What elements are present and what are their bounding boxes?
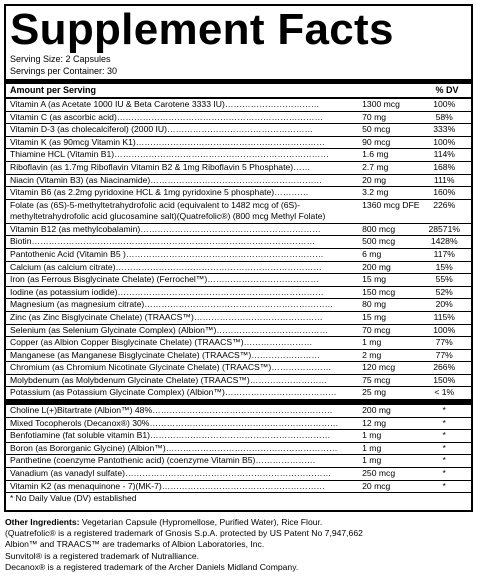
nutrient-dv: 1428% xyxy=(430,236,458,247)
nutrient-dv: 168% xyxy=(433,161,456,172)
nutrient-row xyxy=(6,162,471,175)
nutrient-amount: 20 mg xyxy=(362,174,387,185)
nutrient-row xyxy=(6,468,471,481)
nutrient-row xyxy=(6,405,471,418)
nutrient-row xyxy=(6,337,471,350)
nutrient-row xyxy=(6,387,471,400)
nutrient-name: Panthetine (coenzyme Pantothenic acid) (coenzyme Vitamin B5)………………… xyxy=(10,455,316,466)
other-ingredients xyxy=(5,517,475,528)
nutrient-amount: 800 mcg xyxy=(362,223,396,234)
serving-size: Serving Size: 2 Capsules xyxy=(10,54,111,64)
trademark-line: Sunvitol® is a registered trademark of Nutralliance. xyxy=(5,550,200,561)
nutrient-amount: 200 mg xyxy=(362,261,391,272)
nutrient-dv: 266% xyxy=(433,362,456,373)
nutrient-amount: 1 mg xyxy=(362,430,382,441)
label-footer xyxy=(5,517,475,573)
nutrient-dv: 55% xyxy=(435,274,453,285)
nutrient-amount: 1.6 mg xyxy=(362,149,389,160)
nutrient-row xyxy=(6,124,471,137)
nutrient-row xyxy=(6,455,471,468)
nutrient-dv: * xyxy=(442,480,446,491)
nutrient-name: Choline L(+)Bitartrate (Albion™) 48%……………………………………………………… xyxy=(10,405,333,416)
nutrient-name: Benfotiamine (fat soluble vitamin B1)……………………………………………………… xyxy=(10,430,331,441)
nutrient-amount: 75 mcg xyxy=(362,374,391,385)
nutrient-row xyxy=(6,418,471,431)
nutrient-amount: 1360 mcg DFE xyxy=(362,199,420,210)
nutrient-group-1 xyxy=(6,99,471,400)
nutrient-name: Pantothenic Acid (Vitamin B5 )…………………………………………………………… xyxy=(10,248,324,259)
dv-footnote: * No Daily Value (DV) established xyxy=(10,493,137,504)
nutrient-name: Folate (as (6S)-5-methyltetrahydrofolic acid (equivalent to 1482 mcg of (6S)-methyltetrahydrofolic acid glucosamine salt)(Quatrefolic®) (800 mcg Methyl Folate) xyxy=(10,199,326,221)
nutrient-amount: 15 mg xyxy=(362,311,387,322)
nutrient-name: Potassium (as Potassium Glycinate Complex) (Albion™)………………………………… xyxy=(10,387,337,398)
nutrient-dv: * xyxy=(442,455,446,466)
nutrient-dv: 58% xyxy=(435,111,453,122)
nutrient-dv: 77% xyxy=(435,349,453,360)
nutrient-row xyxy=(6,362,471,375)
nutrient-group-2 xyxy=(6,405,471,493)
other-ingredients-label: Other Ingredients: xyxy=(5,517,80,527)
nutrient-name: Mixed Tocopherols (Decanox®) 30%………………………………………………………… xyxy=(10,417,339,428)
nutrient-row xyxy=(6,249,471,262)
nutrient-amount: 50 mcg xyxy=(362,124,391,135)
nutrient-row xyxy=(6,112,471,125)
nutrient-name: Vitamin D-3 (as cholecalciferol) (2000 IU)…………………………………………… xyxy=(10,124,314,135)
nutrient-name: Molybdenum (as Molybdenum Glycinate Chelate) (TRAACS™)……………………… xyxy=(10,374,328,385)
nutrient-name: Riboflavin (as 1.7mg Riboflavin Vitamin B2 & 1mg Riboflavin 5 Phosphate)…… xyxy=(10,161,311,172)
nutrient-dv: 117% xyxy=(433,248,455,259)
nutrient-name: Copper (as Albion Copper Bisglycinate Chelate) (TRAACS™)…………………… xyxy=(10,337,313,348)
nutrient-row xyxy=(6,430,471,443)
nutrient-name: Vitamin K (as 90mcg Vitamin K1)………………………………………………………… xyxy=(10,136,325,147)
nutrient-amount: 150 mcg xyxy=(362,286,396,297)
nutrient-dv: 114% xyxy=(433,149,455,160)
nutrient-dv: * xyxy=(442,430,446,441)
nutrient-row xyxy=(6,325,471,338)
nutrient-amount: 120 mcg xyxy=(362,362,396,373)
nutrient-name: Magnesium (as magnesium citrate)………………………………………………………… xyxy=(10,299,334,310)
nutrient-amount: 20 mcg xyxy=(362,480,391,491)
nutrient-amount: 1 mg xyxy=(362,455,382,466)
trademark-line: Decanox® is a registered trademark of the Archer Daniels Midland Company. xyxy=(5,561,299,572)
nutrient-row xyxy=(6,149,471,162)
nutrient-dv: 111% xyxy=(433,174,455,185)
nutrient-row xyxy=(6,187,471,200)
nutrient-name: Manganese (as Manganese Bisglycinate Chelate) (TRAACS™)…………………… xyxy=(10,349,320,360)
nutrient-amount: 1300 mcg xyxy=(362,99,400,109)
nutrient-dv: 77% xyxy=(435,337,453,348)
nutrient-amount: 80 mg xyxy=(362,299,387,310)
amount-header: Amount per Serving xyxy=(10,85,97,95)
nutrient-row xyxy=(6,443,471,456)
nutrient-name: Selenium (as Selenium Glycinate Complex) (Albion™)………………………………… xyxy=(10,324,329,335)
nutrient-dv: 100% xyxy=(433,99,456,109)
nutrient-name: Vitamin K2 (as menaquinone - 7)(MK-7)………………………………………………… xyxy=(10,480,326,491)
nutrient-row xyxy=(6,299,471,312)
nutrient-amount: 25 mg xyxy=(362,387,387,398)
nutrient-dv: 115% xyxy=(433,311,455,322)
nutrient-row xyxy=(6,137,471,150)
nutrient-dv: < 1% xyxy=(434,387,455,398)
nutrient-amount: 90 mcg xyxy=(362,136,391,147)
nutrient-dv: 15% xyxy=(435,261,453,272)
nutrient-dv: * xyxy=(442,405,446,416)
nutrient-name: Zinc (as Zinc Bisglycinate Chelate) (TRAACS™)……………………………………… xyxy=(10,311,323,322)
nutrient-name: Thiamine HCL (Vitamin B1)………………………………………………………………… xyxy=(10,149,329,160)
other-ingredients-text: Vegetarian Capsule (Hypromellose, Purified Water), Rice Flour. xyxy=(79,517,323,527)
nutrient-name: Vitamin A (as Acetate 1000 IU & Beta Carotene 3333 IU)…………………………… xyxy=(10,99,320,109)
nutrient-amount: 12 mg xyxy=(362,417,387,428)
trademark-line: (Quatrefolic® is a registered trademark of Gnosis S.p.A. protected by US Patent No 7,947,662 xyxy=(5,528,363,539)
nutrient-row xyxy=(6,481,471,494)
nutrient-row xyxy=(6,375,471,388)
nutrient-dv: 333% xyxy=(433,124,456,135)
nutrient-name: Niacin (Vitamin B3) (as Niacinamide)…………………………………………………… xyxy=(10,174,323,185)
nutrient-name: Chromium (as Chromium Nicotinate Glycinate Chelate) (TRAACS™)………………… xyxy=(10,362,332,373)
nutrient-amount: 70 mcg xyxy=(362,324,391,335)
nutrient-amount: 1 mg xyxy=(362,337,382,348)
nutrient-dv: 52% xyxy=(435,286,453,297)
nutrient-row xyxy=(6,200,471,224)
nutrient-dv: 100% xyxy=(433,324,456,335)
nutrient-name: Vitamin B12 (as methylcobalamin)……………………………………………………… xyxy=(10,223,321,234)
nutrient-dv: 28571% xyxy=(428,223,460,234)
nutrient-name: Vitamin C (as ascorbic acid)……………………………………………………………… xyxy=(10,111,324,122)
nutrient-amount: 15 mg xyxy=(362,274,387,285)
nutrient-dv: 150% xyxy=(433,374,456,385)
nutrient-row xyxy=(6,274,471,287)
nutrient-dv: * xyxy=(442,417,446,428)
nutrient-row xyxy=(6,236,471,249)
column-header xyxy=(6,84,471,97)
supplement-facts-panel xyxy=(4,4,473,512)
nutrient-amount: 200 mg xyxy=(362,405,391,416)
panel-title: Supplement Facts xyxy=(10,5,394,54)
nutrient-dv: 20% xyxy=(435,299,453,310)
nutrient-amount: 3.2 mg xyxy=(362,187,389,198)
nutrient-amount: 250 mcg xyxy=(362,468,396,479)
nutrient-name: Vanadium (as vanadyl sulfate)……………………………………………………………… xyxy=(10,468,332,479)
nutrient-name: Iron (as Ferrous Bisglycinate Chelate) (Ferrochel™)………………………………… xyxy=(10,274,319,285)
dv-header: % DV xyxy=(435,85,459,95)
nutrient-name: Calcium (as calcium citrate)……………………………………………………………… xyxy=(10,261,322,272)
nutrient-name: Biotin……………………………………………………………………………………… xyxy=(10,236,316,247)
nutrient-dv: 160% xyxy=(433,187,456,198)
nutrient-name: Iodine (as potassium iodide)……………………………………………………………… xyxy=(10,286,324,297)
nutrient-amount: 2.7 mg xyxy=(362,161,389,172)
nutrient-row xyxy=(6,350,471,363)
nutrient-name: Vitamin B6 (as 2.2mg pyridoxine HCL & 1mg pyridoxine 5 phosphate)………… xyxy=(10,187,309,198)
nutrient-dv: 226% xyxy=(433,199,456,210)
nutrient-row xyxy=(6,312,471,325)
nutrient-row xyxy=(6,224,471,237)
nutrient-row xyxy=(6,262,471,275)
nutrient-dv: * xyxy=(442,468,446,479)
nutrient-amount: 1 mg xyxy=(362,442,382,453)
nutrient-amount: 70 mg xyxy=(362,111,387,122)
nutrient-amount: 2 mg xyxy=(362,349,382,360)
nutrient-amount: 6 mg xyxy=(362,248,382,259)
nutrient-row xyxy=(6,287,471,300)
nutrient-dv: * xyxy=(442,442,446,453)
trademark-line: Albion™ and TRAACS™ are trademarks of Albion Laboratories, Inc. xyxy=(5,539,265,550)
nutrient-name: Boron (as Bororganic Glycine) (Albion™)…………………………………………………… xyxy=(10,442,338,453)
servings-per-container: Servings per Container: 30 xyxy=(10,66,118,76)
nutrient-amount: 500 mcg xyxy=(362,236,396,247)
nutrient-row xyxy=(6,99,471,112)
nutrient-row xyxy=(6,175,471,188)
nutrient-dv: 100% xyxy=(433,136,456,147)
